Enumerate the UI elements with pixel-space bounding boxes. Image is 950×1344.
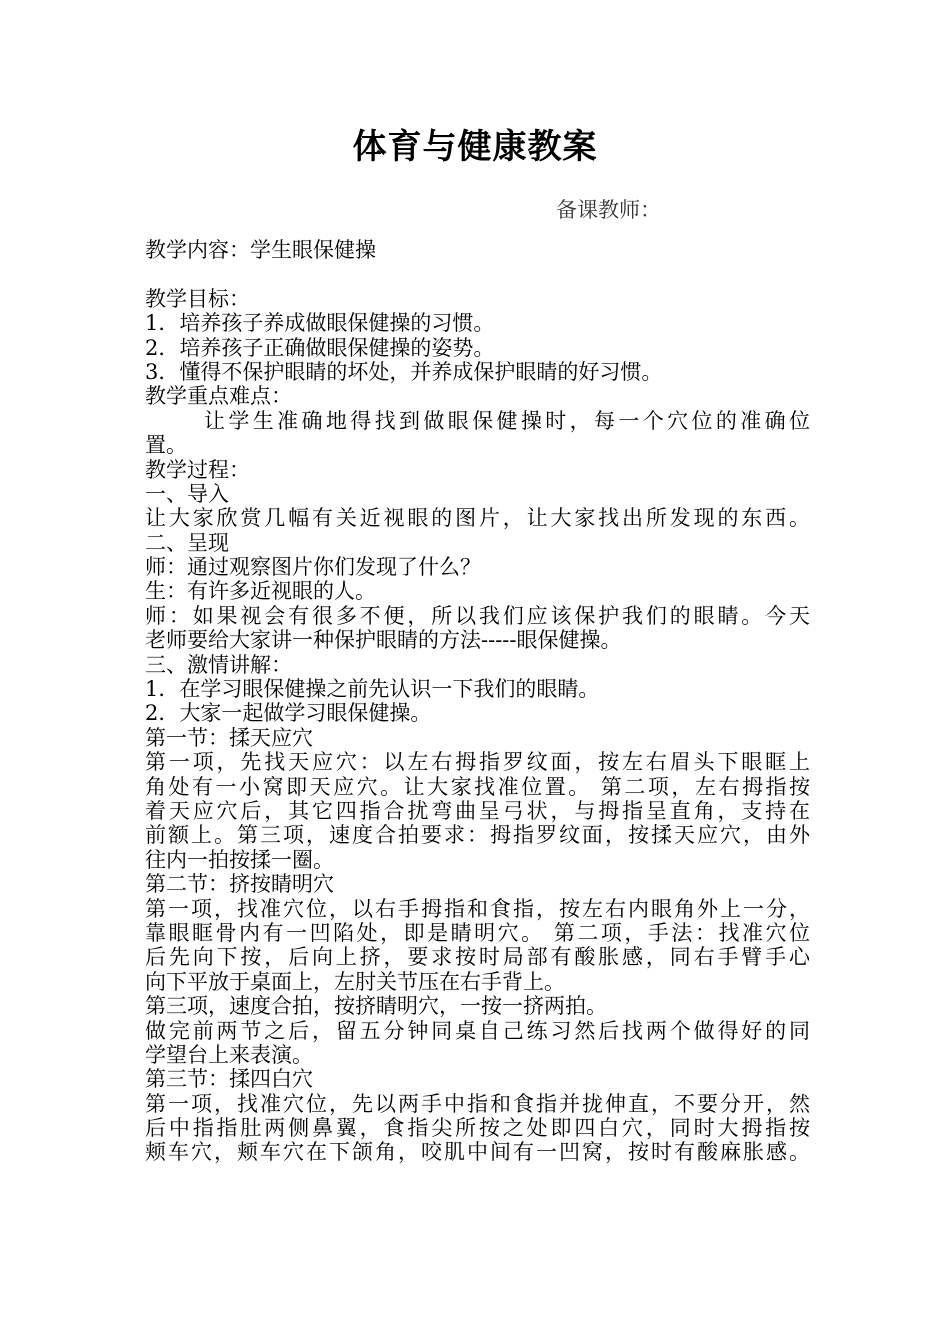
body-line: 1．在学习眼保健操之前先认识一下我们的眼睛。 [145, 677, 600, 702]
body-line: 第一项，找准穴位，先以两手中指和食指并拢伸直，不要分开，然 [145, 1091, 810, 1116]
body-line: 后中指指肚两侧鼻翼，食指尖所按之处即四白穴，同时大拇指按 [145, 1116, 810, 1141]
body-line: 颊车穴，颊车穴在下颌角，咬肌中间有一凹窝，按时有酸麻胀感。 [145, 1140, 810, 1165]
body-line: 2．培养孩子正确做眼保健操的姿势。 [145, 335, 495, 360]
teacher-label: 备课教师： [556, 198, 661, 222]
body-line: 教学内容：学生眼保健操 [145, 238, 376, 262]
body-line: 3．懂得不保护眼睛的坏处，并养成保护眼睛的好习惯。 [145, 359, 663, 384]
body-line: 教学重点难点： [145, 384, 292, 409]
body-line: 老师要给大家讲一种保护眼睛的方法-----眼保健操。 [145, 628, 622, 653]
body-line: 前额上。第三项，速度合拍要求：拇指罗纹面，按揉天应穴，由外 [145, 823, 810, 848]
body-line: 做完前两节之后，留五分钟同桌自己练习然后找两个做得好的同 [145, 1018, 810, 1043]
body-line: 第一项，找准穴位，以右手拇指和食指，按左右内眼角外上一分， [145, 896, 810, 921]
document-title: 体育与健康教案 [352, 127, 598, 167]
body-line: 第三项，速度合拍，按挤睛明穴，一按一挤两拍。 [145, 994, 607, 1019]
body-line: 后先向下按，后向上挤，要求按时局部有酸胀感，同右手臂手心 [145, 945, 810, 970]
body-line: 靠眼眶骨内有一凹陷处，即是睛明穴。 第二项，手法：找准穴位 [145, 920, 810, 945]
body-line: 教学过程： [145, 457, 250, 482]
document-body [145, 238, 810, 1165]
body-line: 置。 [145, 433, 187, 458]
body-line: 让学生准确地得找到做眼保健操时，每一个穴位的准确位 [204, 408, 810, 433]
body-line: 往内一拍按揉一圈。 [145, 847, 334, 872]
body-line: 师：通过观察图片你们发现了什么？ [145, 555, 481, 580]
body-line: 1．培养孩子养成做眼保健操的习惯。 [145, 311, 495, 336]
blank-line [145, 262, 810, 286]
body-line: 着天应穴后，其它四指合扰弯曲呈弓状，与拇指呈直角，支持在 [145, 798, 810, 823]
body-line: 2．大家一起做学习眼保健操。 [145, 701, 432, 726]
body-line: 教学目标： [145, 286, 250, 311]
body-line: 生：有许多近视眼的人。 [145, 579, 376, 604]
body-line: 角处有一小窝即天应穴。让大家找准位置。 第二项，左右拇指按 [145, 774, 810, 799]
body-line: 一、导入 [145, 481, 229, 506]
body-line: 第一项，先找天应穴：以左右拇指罗纹面，按左右眉头下眼眶上 [145, 750, 810, 775]
body-line: 师：如果视会有很多不便，所以我们应该保护我们的眼睛。今天 [145, 603, 810, 628]
body-line: 学望台上来表演。 [145, 1042, 313, 1067]
body-line: 让大家欣赏几幅有关近视眼的图片，让大家找出所发现的东西。 [145, 506, 810, 531]
body-line: 第一节：揉天应穴 [145, 725, 313, 750]
body-line: 第二节：挤按睛明穴 [145, 872, 334, 897]
body-line: 三、激情讲解： [145, 652, 292, 677]
body-line: 二、呈现 [145, 530, 229, 555]
body-line: 向下平放于桌面上，左肘关节压在右手背上。 [145, 969, 565, 994]
body-line: 第三节：揉四白穴 [145, 1067, 313, 1092]
